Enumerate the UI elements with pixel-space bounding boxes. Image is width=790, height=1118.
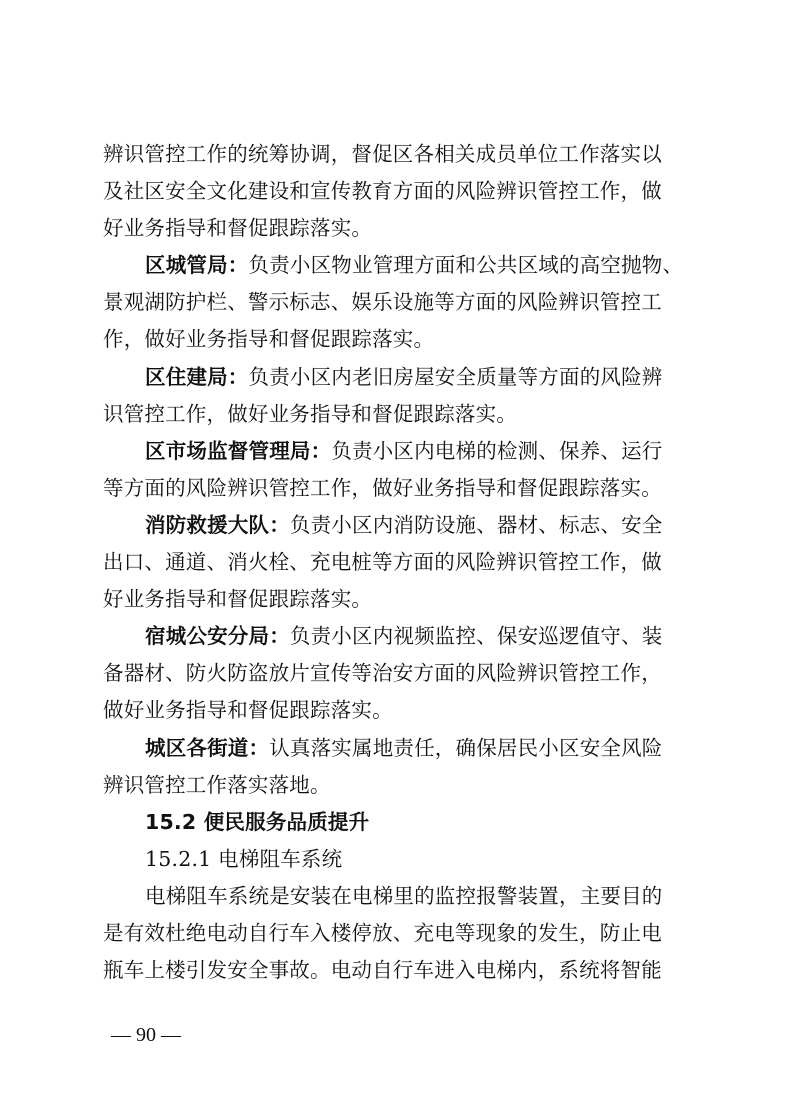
section-heading: 15.2 便民服务品质提升 xyxy=(145,809,370,834)
intro-line: 好业务指导和督促跟踪落实。 xyxy=(103,216,373,241)
paragraph-first-line: 电梯阻车系统是安装在电梯里的监控报警装置，主要目的 xyxy=(145,883,663,908)
paragraph-first-line xyxy=(103,433,693,470)
responsibility-paragraph-housing xyxy=(103,359,693,433)
responsibility-paragraph-urban-management xyxy=(103,247,693,358)
paragraph-first-line xyxy=(103,247,693,284)
paragraph-text: 负责小区物业管理方面和公共区域的高空抛物、 xyxy=(248,253,684,278)
responsibility-paragraph-public-security xyxy=(103,618,693,729)
paragraph-line: 等方面的风险辨识管控工作，做好业务指导和督促跟踪落实。 xyxy=(103,475,662,500)
department-term: 城区各街道： xyxy=(145,735,270,760)
intro-line: 及社区安全文化建设和宣传教育方面的风险辨识管控工作，做 xyxy=(103,179,662,204)
paragraph-first-line xyxy=(103,618,693,655)
page-number: — 90 — xyxy=(111,1024,181,1046)
responsibility-paragraph-fire-rescue xyxy=(103,507,693,618)
paragraph-text: 负责小区内电梯的检测、保养、运行 xyxy=(331,438,663,463)
paragraph-first-line xyxy=(103,359,693,396)
paragraph-line: 备器材、防火防盗放片宣传等治安方面的风险辨识管控工作， xyxy=(103,661,662,686)
paragraph-line: 景观湖防护栏、警示标志、娱乐设施等方面的风险辨识管控工 xyxy=(103,290,662,315)
paragraph-line: 作，做好业务指导和督促跟踪落实。 xyxy=(103,327,435,352)
department-term: 区城管局： xyxy=(145,253,249,278)
department-term: 区市场监督管理局： xyxy=(145,438,332,463)
document-body xyxy=(103,136,693,989)
department-term: 消防救援大队： xyxy=(145,512,290,537)
paragraph-text: 负责小区内视频监控、保安巡逻值守、装 xyxy=(289,624,663,649)
department-term: 区住建局： xyxy=(145,364,249,389)
paragraph-line: 出口、通道、消火栓、充电桩等方面的风险辨识管控工作，做 xyxy=(103,550,662,575)
elevator-system-paragraph xyxy=(103,878,693,989)
paragraph-line: 是有效杜绝电动自行车入楼停放、充电等现象的发生，防止电 xyxy=(103,920,662,945)
department-term: 宿城公安分局： xyxy=(145,624,290,649)
paragraph-text: 负责小区内消防设施、器材、标志、安全 xyxy=(289,512,663,537)
subsection-heading: 15.2.1 电梯阻车系统 xyxy=(145,846,343,871)
paragraph-line: 辨识管控工作落实落地。 xyxy=(103,772,331,797)
paragraph-line: 识管控工作，做好业务指导和督促跟踪落实。 xyxy=(103,401,517,426)
intro-line: 辨识管控工作的统筹协调，督促区各相关成员单位工作落实以 xyxy=(103,142,662,166)
paragraph-first-line xyxy=(103,730,693,767)
intro-paragraph xyxy=(103,136,693,247)
paragraph-text: 认真落实属地责任，确保居民小区安全风险 xyxy=(269,735,663,760)
responsibility-paragraph-streets xyxy=(103,730,693,804)
paragraph-line: 好业务指导和督促跟踪落实。 xyxy=(103,587,373,612)
responsibility-paragraph-market-supervision xyxy=(103,433,693,507)
paragraph-text: 负责小区内老旧房屋安全质量等方面的风险辨 xyxy=(248,364,663,389)
paragraph-line: 瓶车上楼引发安全事故。电动自行车进入电梯内，系统将智能 xyxy=(103,958,662,983)
paragraph-line: 做好业务指导和督促跟踪落实。 xyxy=(103,698,393,723)
paragraph-first-line xyxy=(103,507,693,544)
